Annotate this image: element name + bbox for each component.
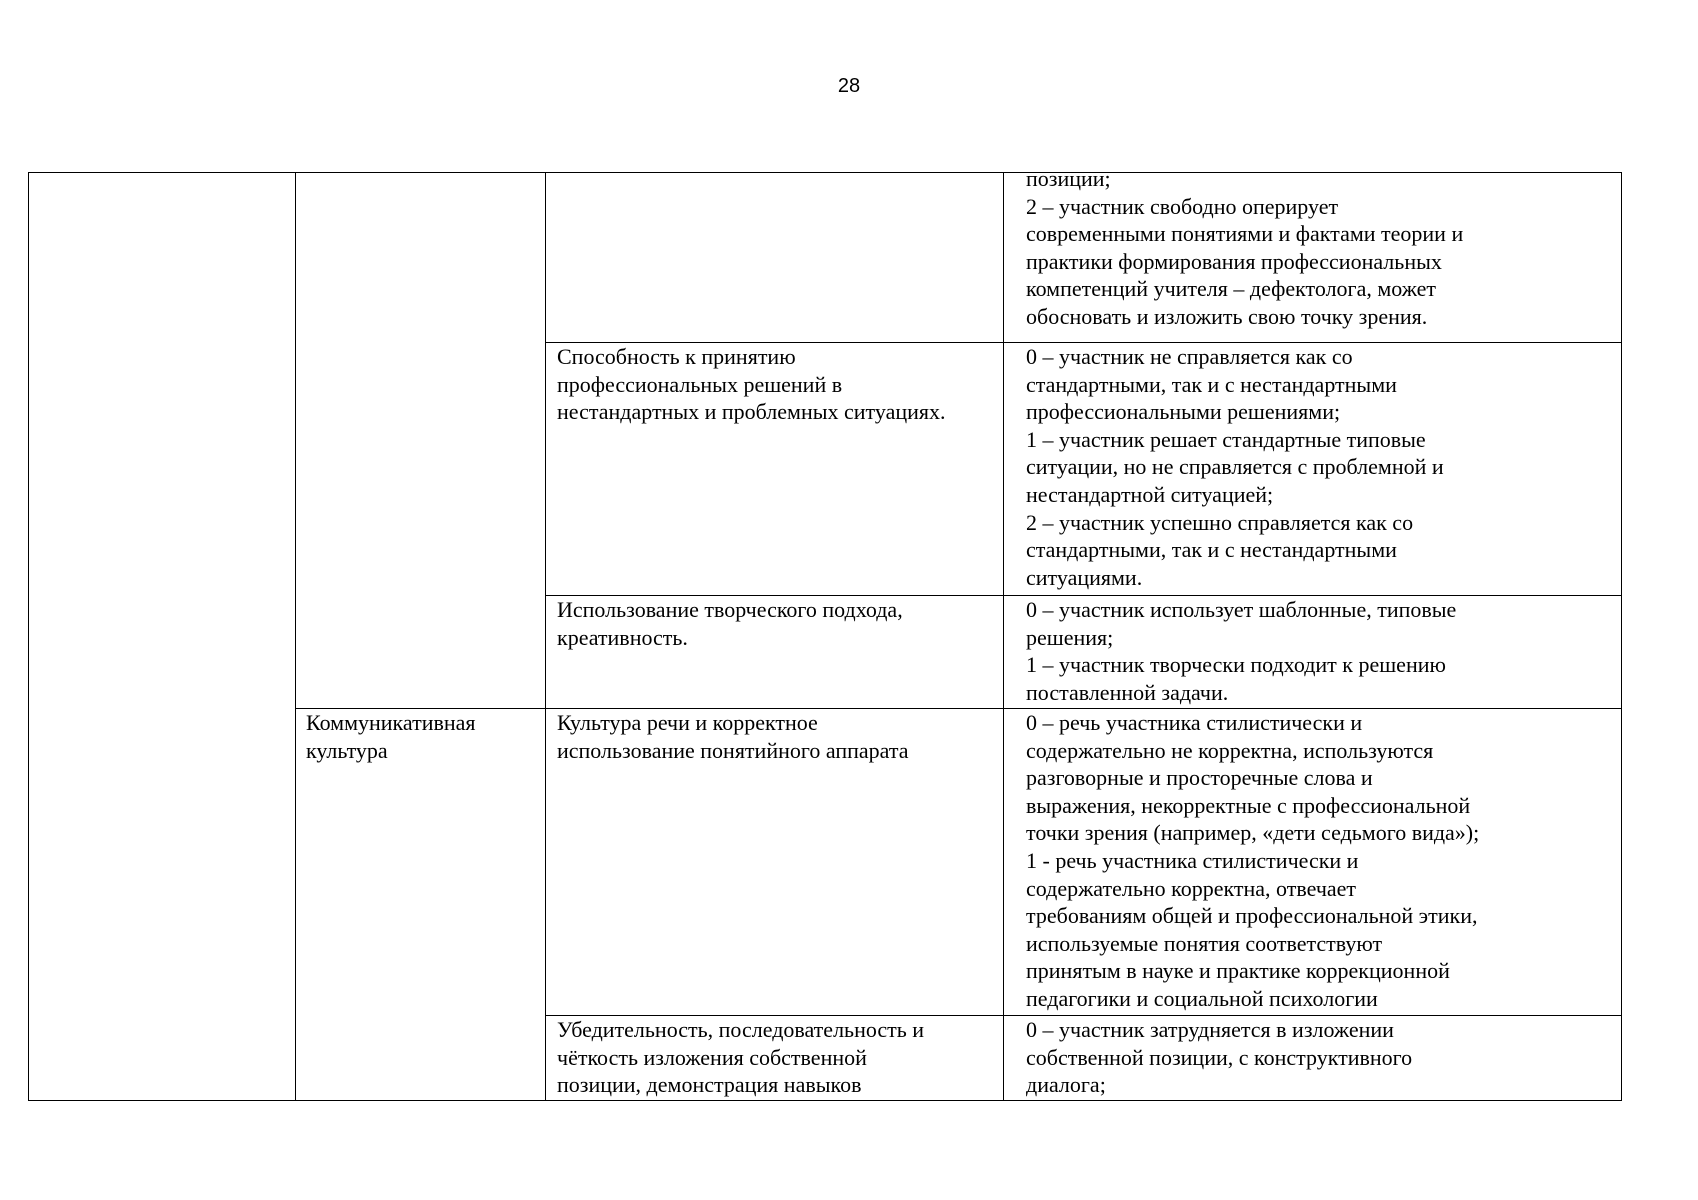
text-line: 0 – участник использует шаблонные, типовые — [1026, 597, 1457, 622]
description-cell — [1004, 343, 1622, 596]
text-line: стандартными, так и с нестандартными — [1026, 537, 1397, 563]
text-line: принятым в науке и практике коррекционной — [1026, 958, 1450, 984]
text-line: 1 - речь участника стилистически и — [1026, 847, 1359, 873]
table-row — [29, 173, 1622, 343]
text-line: нестандартных и проблемных ситуациях. — [557, 399, 946, 425]
text-line: Коммуникативная — [306, 710, 476, 735]
description-cell — [1004, 596, 1622, 709]
text-line: современными понятиями и фактами теории и — [1026, 221, 1464, 247]
text-line: обосновать и изложить свою точку зрения. — [1026, 303, 1428, 329]
text-line: культура — [306, 737, 388, 763]
description-cell — [1004, 1016, 1622, 1101]
text-line: собственной позиции, с конструктивного — [1026, 1044, 1413, 1070]
text-line: решения; — [1026, 624, 1114, 650]
text-line: используемые понятия соответствуют — [1026, 930, 1383, 956]
text-line: Культура речи и корректное — [557, 710, 818, 735]
description-cell — [1004, 709, 1622, 1016]
text-line: Способность к принятию — [557, 344, 796, 369]
text-line: компетенций учителя – дефектолога, может — [1026, 276, 1437, 302]
evaluation-criteria-table — [28, 172, 1622, 1101]
text-line: профессиональных решений в — [557, 371, 843, 397]
text-line: Убедительность, последовательность и — [557, 1017, 925, 1042]
text-line: профессиональными решениями; — [1026, 399, 1341, 425]
indicator-cell — [296, 173, 546, 709]
criterion-cell — [546, 173, 1004, 343]
text-line: практики формирования профессиональных — [1026, 248, 1442, 274]
text-line: 0 – речь участника стилистически и — [1026, 710, 1363, 735]
criterion-cell — [546, 596, 1004, 709]
text-line: содержательно корректна, отвечает — [1026, 875, 1357, 901]
criterion-cell — [546, 343, 1004, 596]
text-line: 1 – участник творчески подходит к решению — [1026, 652, 1446, 678]
text-line: Использование творческого подхода, — [557, 597, 903, 622]
text-line: чёткость изложения собственной — [557, 1044, 867, 1070]
text-line: точки зрения (например, «дети седьмого вида»); — [1026, 820, 1480, 846]
text-line: требованиям общей и профессиональной этики, — [1026, 903, 1478, 929]
text-line: 0 – участник не справляется как со — [1026, 344, 1353, 369]
text-line: ситуации, но не справляется с проблемной и — [1026, 454, 1444, 480]
text-line: 0 – участник затрудняется в изложении — [1026, 1017, 1394, 1042]
criterion-cell — [546, 1016, 1004, 1101]
criterion-cell — [546, 709, 1004, 1016]
text-line: педагогики и социальной психологии — [1026, 985, 1378, 1011]
text-line: нестандартной ситуацией; — [1026, 481, 1274, 507]
text-line: использование понятийного аппарата — [557, 737, 909, 763]
indicator-cell — [296, 709, 546, 1101]
text-line: позиции; — [1026, 172, 1111, 191]
text-line: позиции, демонстрация навыков — [557, 1072, 862, 1098]
text-line: ситуациями. — [1026, 564, 1143, 590]
page-number: 28 — [837, 75, 861, 97]
text-line: выражения, некорректные с профессиональной — [1026, 792, 1471, 818]
text-line: содержательно не корректна, используются — [1026, 737, 1434, 763]
description-cell — [1004, 173, 1622, 343]
text-line: диалога; — [1026, 1072, 1106, 1098]
text-line: поставленной задачи. — [1026, 679, 1229, 705]
competency-cell — [29, 173, 296, 1101]
text-line: креативность. — [557, 624, 688, 650]
text-line: 2 – участник свободно оперирует — [1026, 193, 1339, 219]
text-line: 2 – участник успешно справляется как со — [1026, 509, 1414, 535]
text-line: 1 – участник решает стандартные типовые — [1026, 426, 1426, 452]
text-line: стандартными, так и с нестандартными — [1026, 371, 1397, 397]
text-line: разговорные и просторечные слова и — [1026, 765, 1373, 791]
